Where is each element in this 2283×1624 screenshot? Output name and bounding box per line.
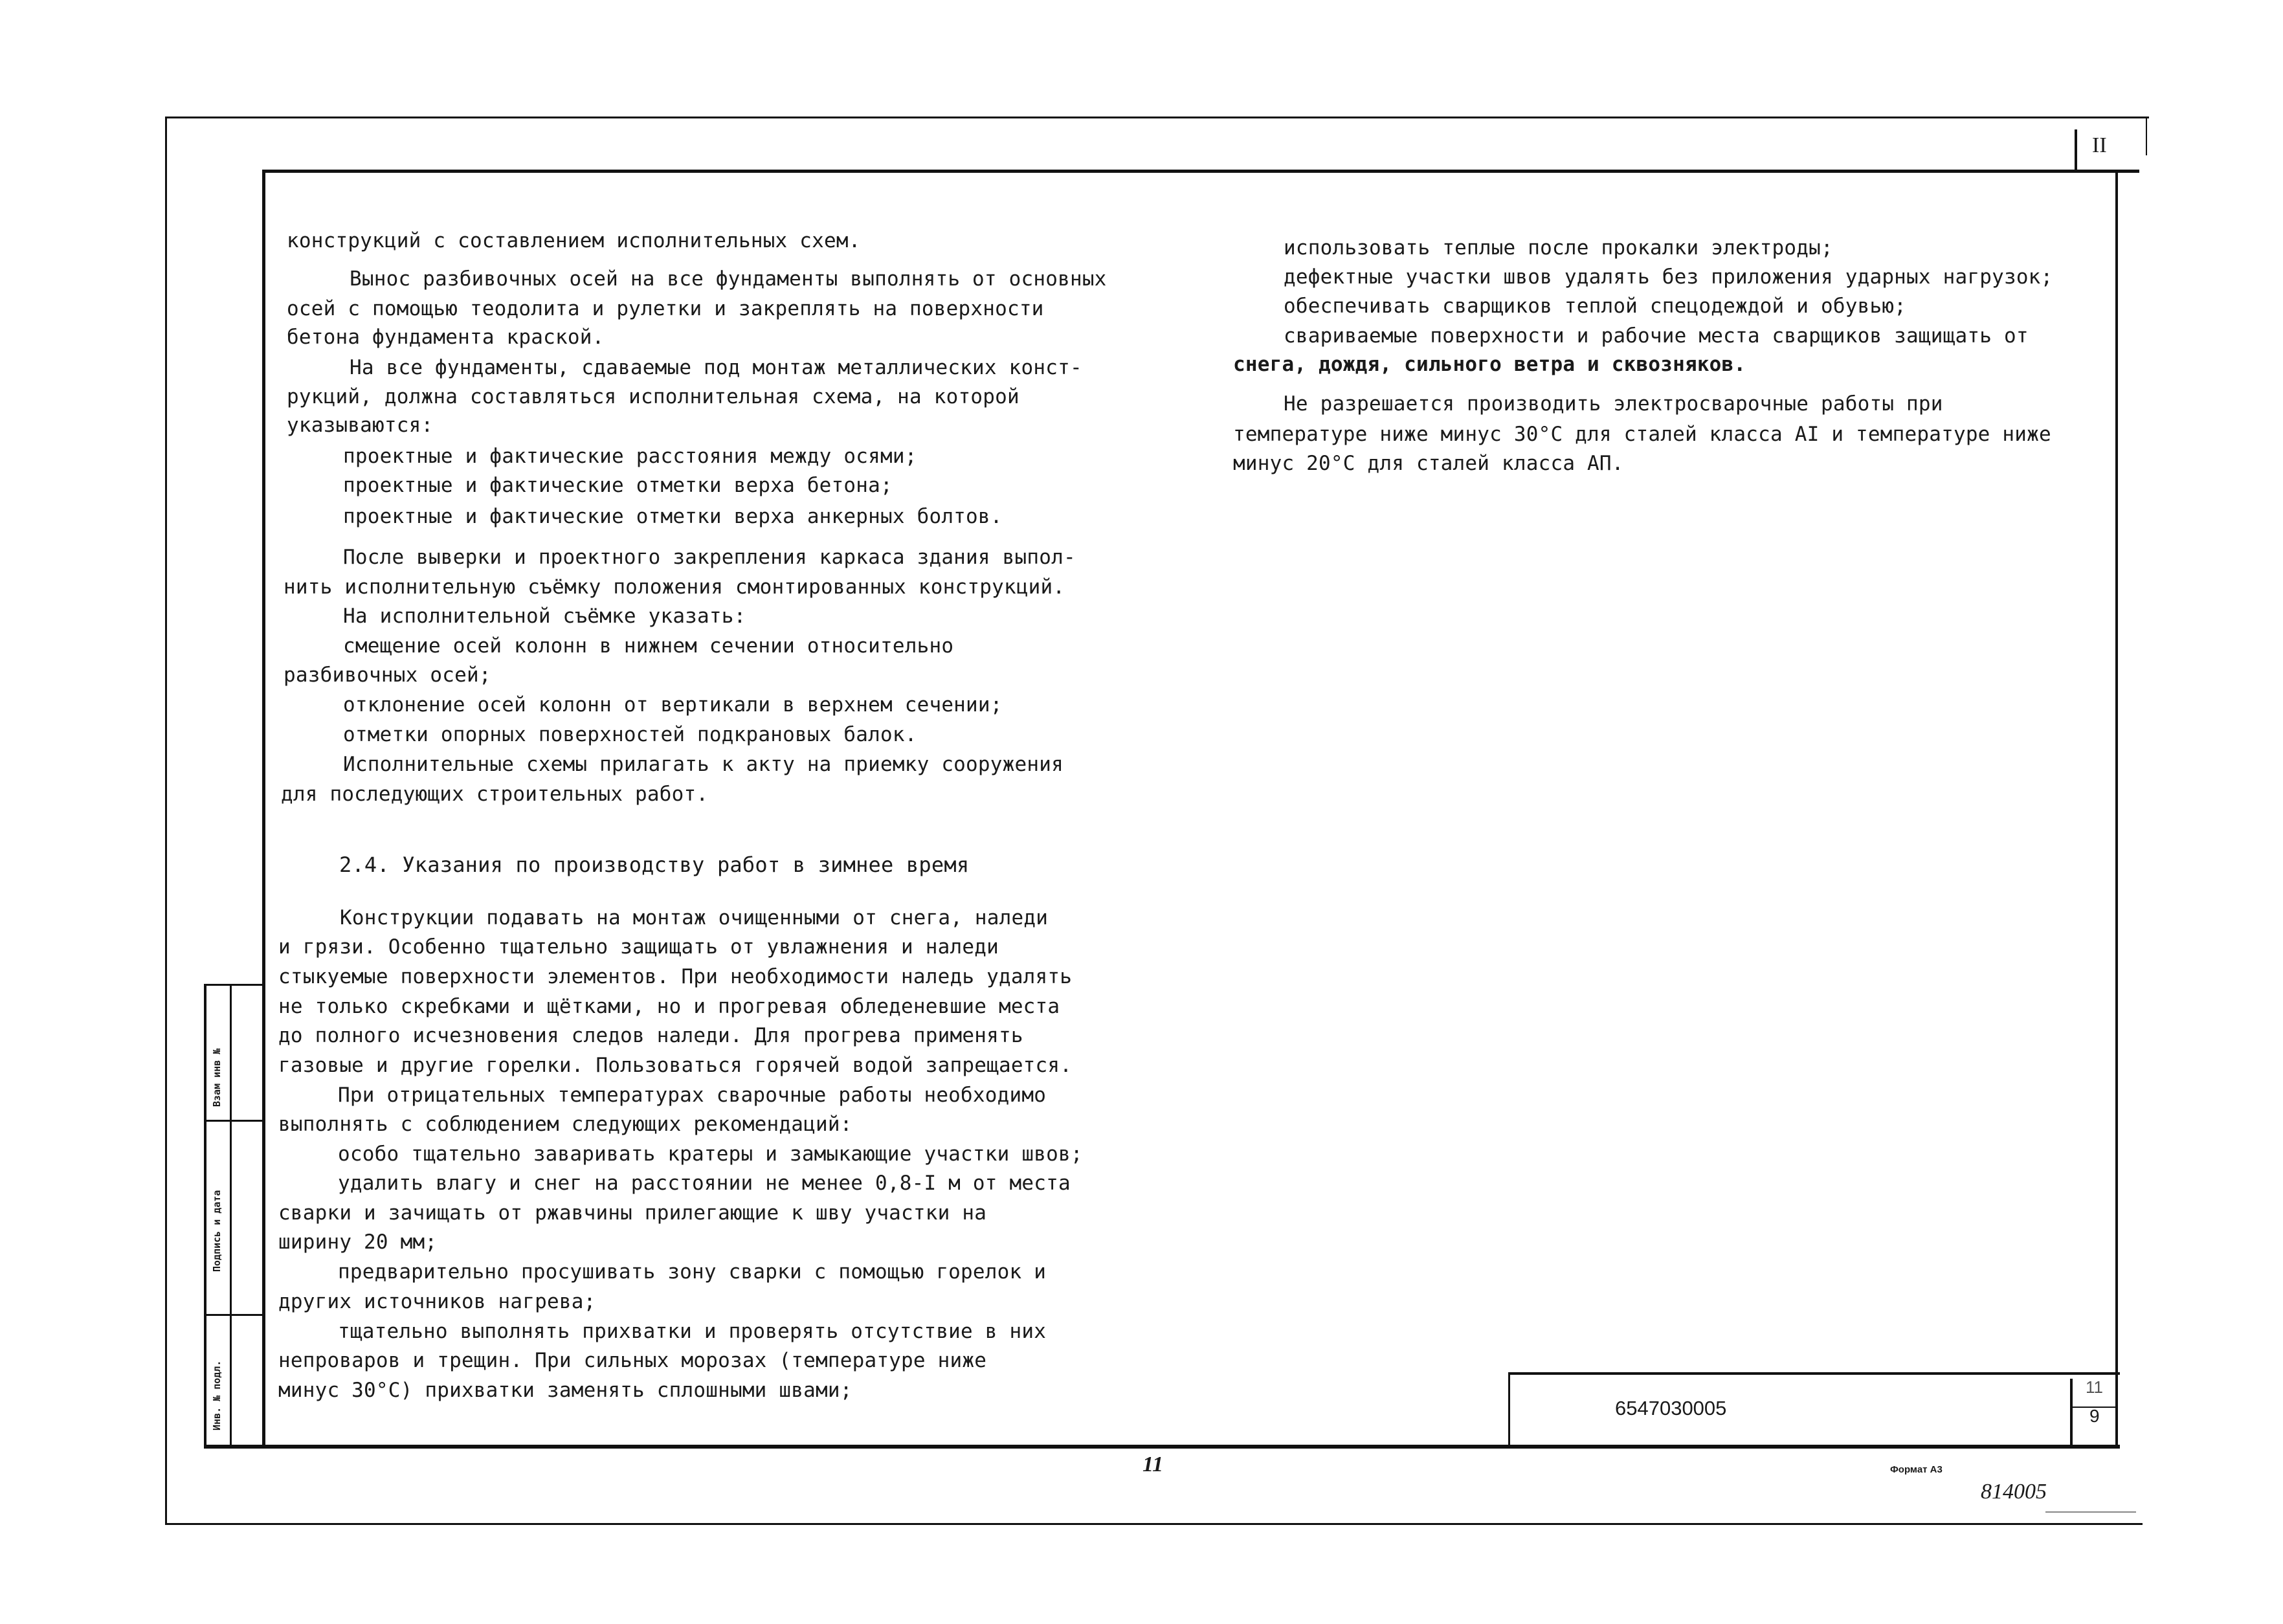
text-line: дефектные участки швов удалять без приложения ударных нагрузок; (1284, 265, 2053, 289)
text-line: использовать теплые после прокалки электроды; (1284, 236, 1833, 260)
text-line: конструкций с составлением исполнительных схем. (287, 229, 861, 252)
outer-frame-right (2146, 117, 2147, 155)
text-line: до полного исчезновения следов наледи. Для прогрева применять (278, 1024, 1023, 1047)
format-label: Формат А3 (1890, 1464, 1943, 1475)
title-block-divider (2070, 1379, 2073, 1447)
text-line: сварки и зачищать от ржавчины прилегающие к шву участки на (278, 1201, 987, 1225)
text-line: указываются: (287, 414, 434, 437)
text-line: других источников нагрева; (278, 1290, 596, 1313)
stamp-label-replace-inv: Взам инв № (211, 1048, 223, 1107)
text-line: Исполнительные схемы прилагать к акту на приемку сооружения (343, 753, 1064, 776)
inner-frame-left (262, 170, 265, 1448)
outer-frame-top (165, 117, 2149, 118)
text-line: минус 20°С для сталей класса АП. (1233, 452, 1624, 475)
inner-frame-bottom (204, 1445, 2120, 1449)
title-block-top (1508, 1372, 2120, 1375)
stamp-cell-3 (204, 1314, 262, 1316)
text-line: проектные и фактические расстояния между осями; (343, 445, 917, 468)
stamp-label-original-inv: Инв. № подл. (211, 1360, 223, 1430)
stamp-left-border (204, 984, 206, 1448)
text-line: осей с помощью теодолита и рулетки и закреплять на поверхности (287, 297, 1044, 320)
text-line: нить исполнительную съёмку положения смонтированных конструкций. (284, 575, 1065, 599)
text-line: разбивочных осей; (284, 663, 491, 687)
text-line: не только скребками и щётками, но и прогревая обледеневшие места (278, 995, 1060, 1018)
text-line: выполнять с соблюдением следующих рекомендаций: (278, 1113, 852, 1136)
inner-frame-top (262, 170, 2139, 173)
title-block-sheet-a: 11 (2086, 1377, 2103, 1397)
outer-frame-left (165, 117, 167, 1524)
text-line: При отрицательных температурах сварочные работы необходимо (338, 1084, 1047, 1107)
text-line: ширину 20 мм; (278, 1230, 438, 1254)
title-block-left (1508, 1372, 1510, 1447)
stamp-cell-2 (204, 1120, 262, 1122)
section-heading: 2.4. Указания по производству работ в зимнее время (339, 852, 970, 877)
inventory-number: 814005 (1981, 1480, 2047, 1504)
text-line: смещение осей колонн в нижнем сечении относительно (343, 634, 954, 658)
text-line: свариваемые поверхности и рабочие места сварщиков защищать от (1284, 324, 2029, 348)
text-line: Не разрешается производить электросварочные работы при (1284, 392, 1943, 416)
text-line: температуре ниже минус 30°С для сталей класса АI и температуре ниже (1233, 423, 2051, 446)
text-line: На исполнительной съёмке указать: (343, 605, 746, 628)
sheet-number: II (2092, 133, 2107, 157)
stamp-cell-1 (204, 984, 262, 986)
outer-frame-bottom (165, 1523, 2143, 1525)
text-line: газовые и другие горелки. Пользоваться горячей водой запрещается. (278, 1054, 1073, 1077)
title-block-sheet-b: 9 (2089, 1406, 2100, 1426)
text-line: тщательно выполнять прихватки и проверять отсутствие в них (338, 1320, 1047, 1343)
text-line: обеспечивать сварщиков теплой спецодеждой и обувью; (1284, 295, 1907, 318)
stamp-divider (230, 984, 232, 1448)
text-line: непроваров и трещин. При сильных морозах (температуре ниже (278, 1349, 987, 1372)
text-line: минус 30°С) прихватки заменять сплошными швами; (278, 1379, 852, 1402)
text-line: Конструкции подавать на монтаж очищенными от снега, наледи (340, 906, 1049, 929)
text-line: снега, дождя, сильного ветра и сквозняков. (1233, 353, 1746, 376)
text-line: проектные и фактические отметки верха бетона; (343, 474, 893, 497)
document-code: 6547030005 (1615, 1397, 1727, 1419)
text-line: отметки опорных поверхностей подкрановых балок. (343, 723, 917, 746)
text-line: проектные и фактические отметки верха анкерных болтов. (343, 505, 1003, 528)
text-line: предварительно просушивать зону сварки с помощью горелок и (338, 1260, 1047, 1284)
handwritten-page-number: 11 (1142, 1452, 1164, 1476)
text-line: рукций, должна составляться исполнительная схема, на которой (287, 385, 1019, 408)
text-line: На все фундаменты, сдаваемые под монтаж металлических конст- (350, 356, 1082, 379)
footer-dash (2045, 1511, 2136, 1513)
text-line: отклонение осей колонн от вертикали в верхнем сечении; (343, 693, 1003, 717)
text-line: бетона фундамента краской. (287, 326, 605, 349)
text-line: особо тщательно заваривать кратеры и замыкающие участки швов; (338, 1142, 1083, 1166)
text-line: удалить влагу и снег на расстоянии не менее 0,8-I м от места (338, 1172, 1071, 1195)
sheet-box-left (2075, 129, 2077, 173)
text-line: и грязи. Особенно тщательно защищать от увлажнения и наледи (278, 935, 999, 959)
stamp-label-signature-date: Подпись и дата (211, 1190, 223, 1272)
text-line: Вынос разбивочных осей на все фундаменты выполнять от основных (350, 267, 1107, 291)
text-line: После выверки и проектного закрепления каркаса здания выпол- (343, 546, 1076, 569)
text-line: стыкуемые поверхности элементов. При необходимости наледь удалять (278, 965, 1073, 988)
text-line: для последующих строительных работ. (281, 783, 709, 806)
inner-frame-right (2115, 170, 2118, 1448)
